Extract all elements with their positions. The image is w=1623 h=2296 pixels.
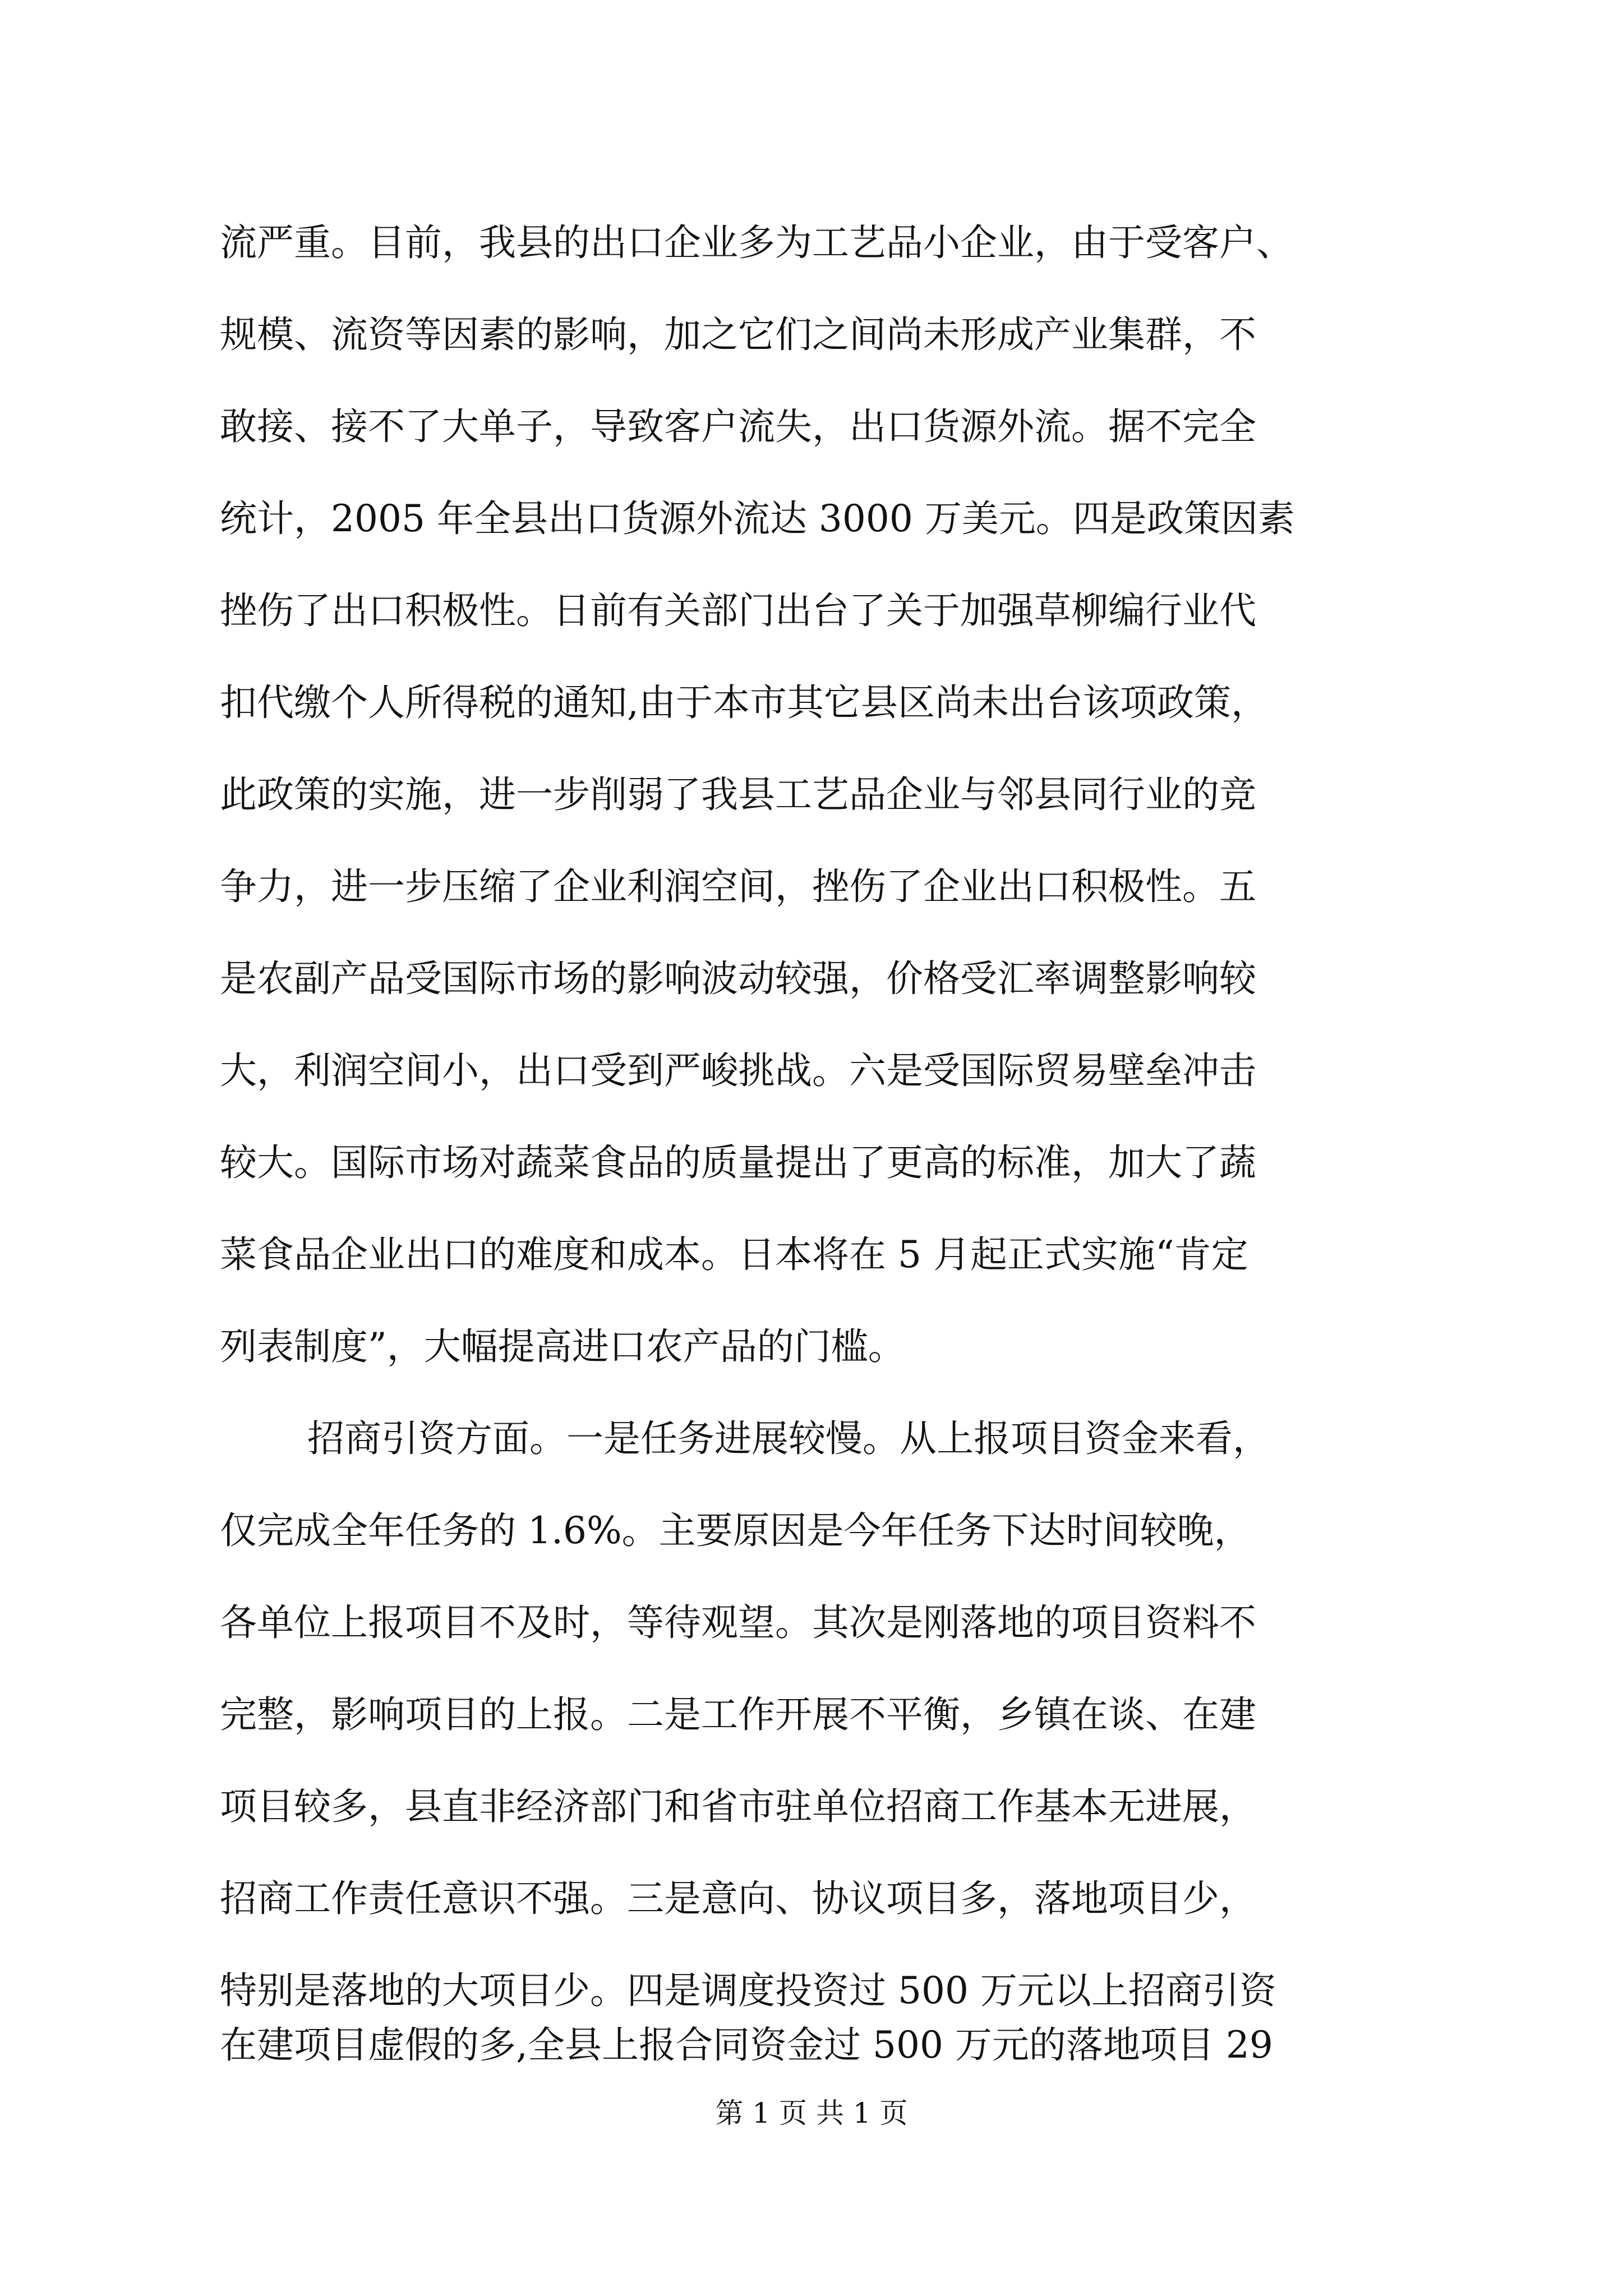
body-line-text: 各单位上报项目不及时，等待观望。其次是刚落地的项目资料不 bbox=[220, 1601, 1256, 1644]
page-footer: 第 1 页 共 1 页 bbox=[715, 2097, 908, 2129]
body-line-text: 统计，2005 年全县出口货源外流达 3000 万美元。四是政策因素 bbox=[220, 497, 1295, 540]
body-line-text: 特别是落地的大项目少。四是调度投资过 500 万元以上招商引资 bbox=[220, 1969, 1276, 2012]
body-line-text: 较大。国际市场对蔬菜食品的质量提出了更高的标准，加大了蔬 bbox=[220, 1141, 1256, 1184]
body-line-text: 流严重。目前，我县的出口企业多为工艺品小企业，由于受客户、 bbox=[220, 221, 1293, 264]
body-line-text: 此政策的实施，进一步削弱了我县工艺品企业与邻县同行业的竞 bbox=[220, 773, 1256, 816]
body-line-text: 招商引资方面。一是任务进展较慢。从上报项目资金来看， bbox=[307, 1417, 1270, 1460]
body-line-text: 菜食品企业出口的难度和成本。日本将在 5 月起正式实施“肯定 bbox=[220, 1233, 1248, 1276]
body-line-text: 挫伤了出口积极性。日前有关部门出台了关于加强草柳编行业代 bbox=[220, 589, 1256, 632]
body-line-text: 在建项目虚假的多,全县上报合同资金过 500 万元的落地项目 29 bbox=[220, 2023, 1273, 2067]
body-line-text: 完整，影响项目的上报。二是工作开展不平衡，乡镇在谈、在建 bbox=[220, 1693, 1256, 1736]
body-line-text: 规模、流资等因素的影响，加之它们之间尚未形成产业集群，不 bbox=[220, 313, 1256, 356]
body-line-text: 扣代缴个人所得税的通知,由于本市其它县区尚未出台该项政策， bbox=[220, 681, 1268, 724]
body-line-text: 招商工作责任意识不强。三是意向、协议项目多，落地项目少， bbox=[220, 1877, 1256, 1920]
body-line-text: 项目较多，县直非经济部门和省市驻单位招商工作基本无进展， bbox=[220, 1785, 1256, 1828]
body-line-text: 是农副产品受国际市场的影响波动较强，价格受汇率调整影响较 bbox=[220, 957, 1256, 1000]
body-line-text: 敢接、接不了大单子，导致客户流失，出口货源外流。据不完全 bbox=[220, 405, 1256, 448]
body-line-text: 列表制度”，大幅提高进口农产品的门槛。 bbox=[220, 1325, 905, 1368]
body-line-text: 争力，进一步压缩了企业利润空间，挫伤了企业出口积极性。五 bbox=[220, 865, 1256, 908]
body-line-text: 大，利润空间小，出口受到严峻挑战。六是受国际贸易壁垒冲击 bbox=[220, 1049, 1256, 1092]
body-line-text: 仅完成全年任务的 1.6%。主要原因是今年任务下达时间较晚， bbox=[220, 1509, 1251, 1552]
